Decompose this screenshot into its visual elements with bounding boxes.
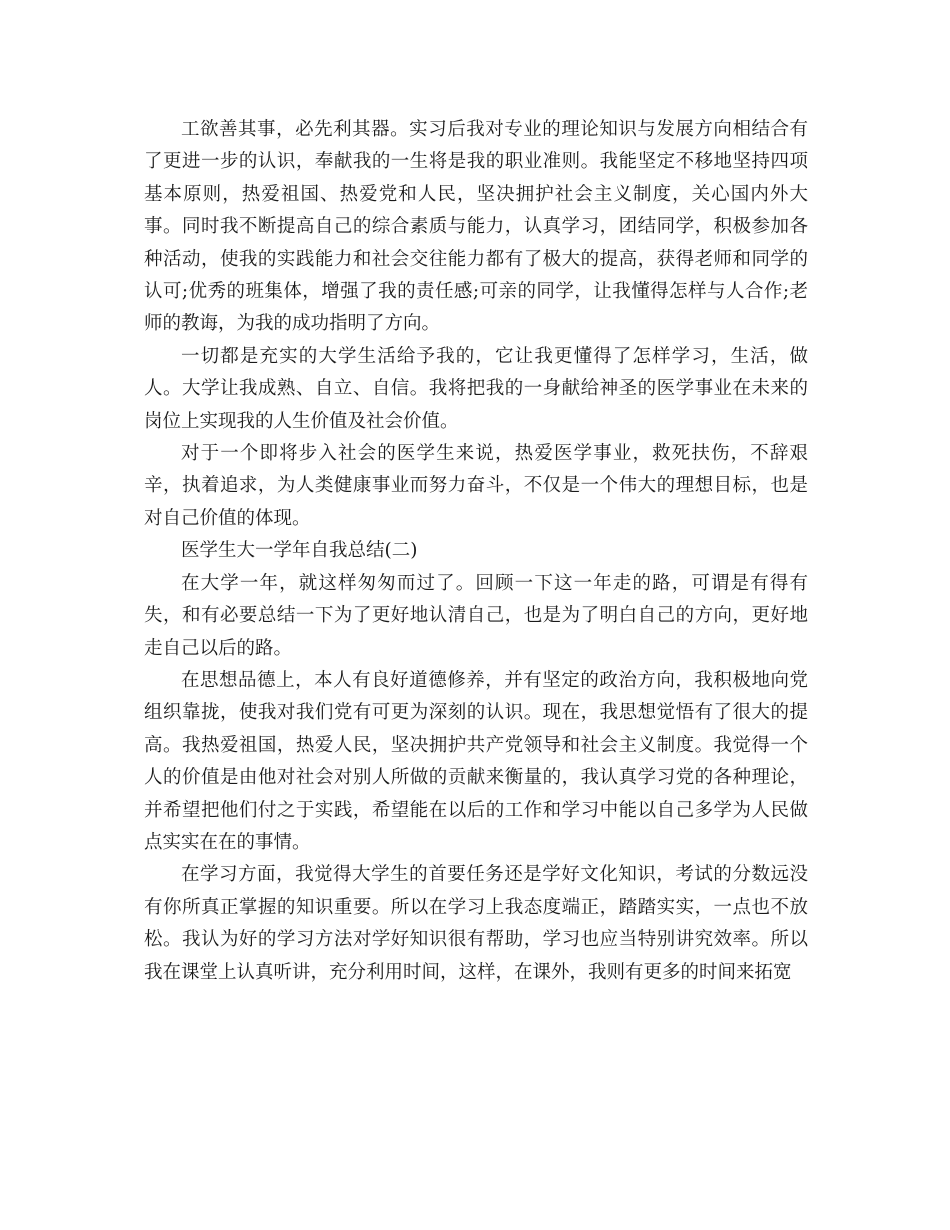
paragraph: 在学习方面，我觉得大学生的首要任务还是学好文化知识，考试的分数远没有你所真正掌握的知识重要。所以在学习上我态度端正，踏踏实实，一点也不放松。我认为好的学习方法对学好知识很有帮助，学习也应当特别讲究效率。所以我在课堂上认真听讲，充分利用时间，这样，在课外，我则有更多的时间来拓宽 bbox=[144, 864, 808, 983]
paragraph: 在大学一年，就这样匆匆而过了。回顾一下这一年走的路，可谓是有得有失，和有必要总结一下为了更好地认清自己，也是为了明白自己的方向，更好地走自己以后的路。 bbox=[144, 572, 808, 659]
document-page bbox=[144, 114, 808, 989]
section-title: 医学生大一学年自我总结(二) bbox=[181, 540, 418, 562]
paragraph: 在思想品德上，本人有良好道德修养，并有坚定的政治方向，我积极地向党组织靠拢，使我对我们党有可更为深刻的认识。现在，我思想觉悟有了很大的提高。我热爱祖国，热爱人民，坚决拥护共产党领导和社会主义制度。我觉得一个人的价值是由他对社会对别人所做的贡献来衡量的，我认真学习党的各种理论，并希望把他们付之于实践，希望能在以后的工作和学习中能以自己多学为人民做点实实在在的事情。 bbox=[144, 669, 808, 853]
paragraph: 工欲善其事，必先利其器。实习后我对专业的理论知识与发展方向相结合有了更进一步的认识，奉献我的一生将是我的职业准则。我能坚定不移地坚持四项基本原则，热爱祖国、热爱党和人民，坚决拥护社会主义制度，关心国内外大事。同时我不断提高自己的综合素质与能力，认真学习，团结同学，积极参加各种活动，使我的实践能力和社会交往能力都有了极大的提高，获得老师和同学的认可;优秀的班集体，增强了我的责任感;可亲的同学，让我懂得怎样与人合作;老师的教诲，为我的成功指明了方向。 bbox=[144, 119, 808, 335]
paragraph: 一切都是充实的大学生活给予我的，它让我更懂得了怎样学习，生活，做人。大学让我成熟、自立、自信。我将把我的一身献给神圣的医学事业在未来的岗位上实现我的人生价值及社会价值。 bbox=[144, 345, 808, 432]
paragraph: 对于一个即将步入社会的医学生来说，热爱医学事业，救死扶伤，不辞艰辛，执着追求，为人类健康事业而努力奋斗，不仅是一个伟大的理想目标，也是对自己价值的体现。 bbox=[144, 443, 808, 529]
